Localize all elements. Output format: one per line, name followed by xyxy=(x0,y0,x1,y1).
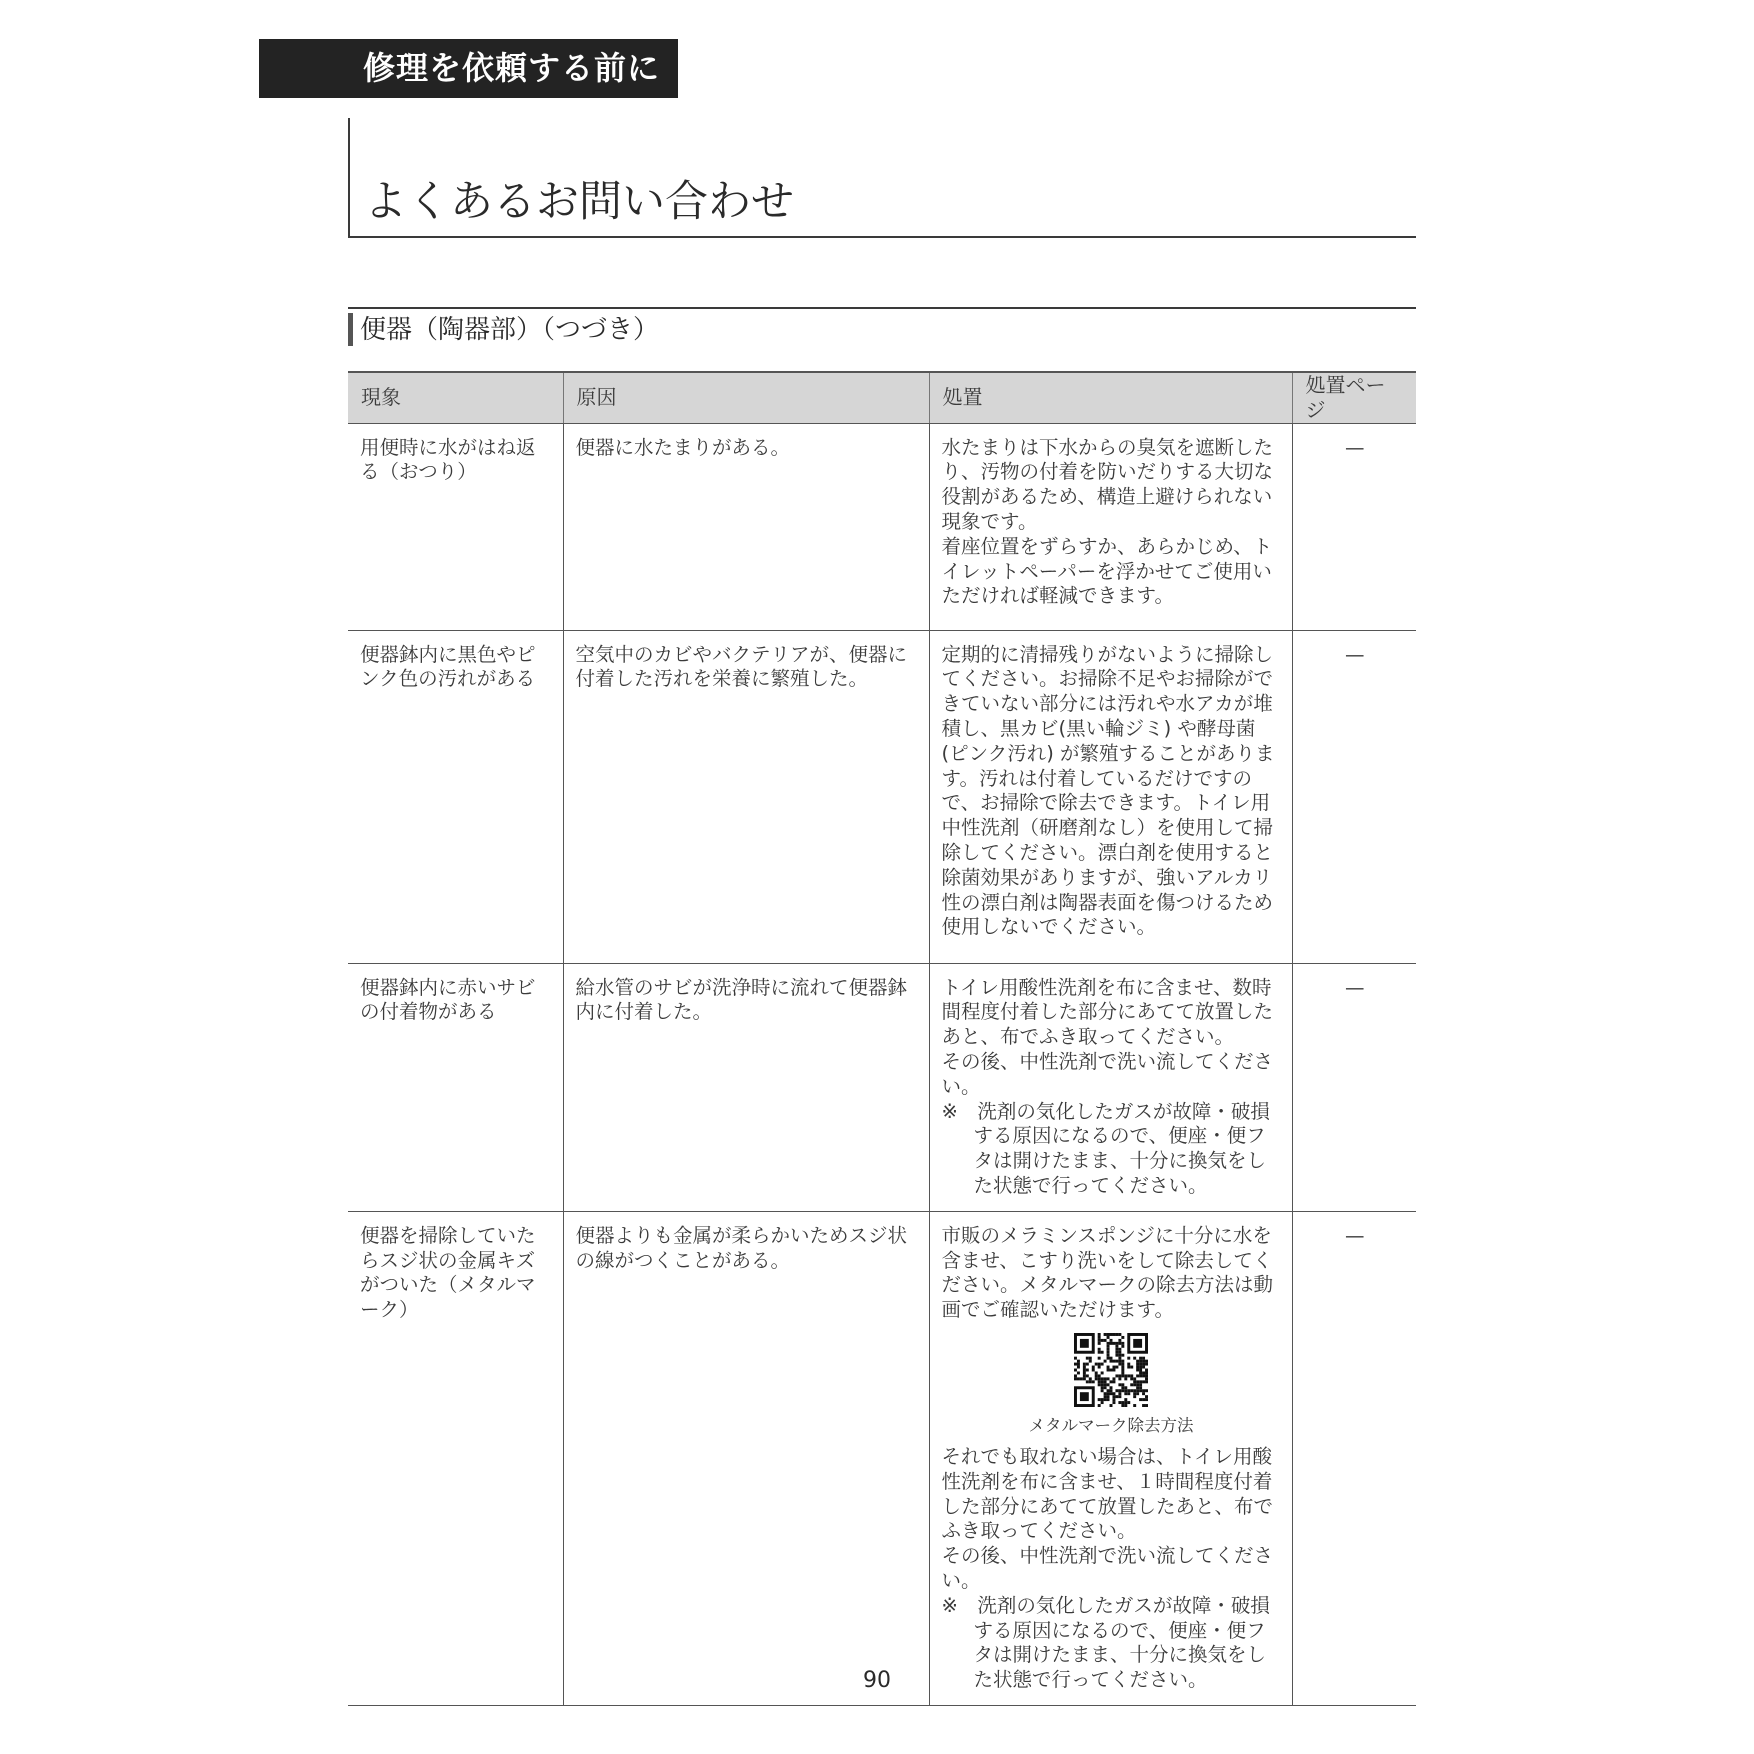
action-text: その後、中性洗剤で洗い流してください。 xyxy=(941,1544,1274,1592)
page-ref-cell: — xyxy=(1292,963,1416,1211)
table-row xyxy=(348,963,1416,1211)
table-row xyxy=(348,630,1416,963)
section-divider xyxy=(348,307,1416,309)
page-ref-cell: — xyxy=(1292,630,1416,963)
cause-cell: 給水管のサビが洗浄時に流れて便器鉢内に付着した。 xyxy=(563,963,929,1211)
chapter-tab: 修理を依頼する前に xyxy=(259,39,678,98)
action-cell xyxy=(929,630,1292,963)
action-text: それでも取れない場合は、トイレ用酸性洗剤を布に含ませ、１時間程度付着した部分にあてて放置したあと、布でふき取ってください。 xyxy=(941,1444,1274,1543)
page-ref-cell: — xyxy=(1292,423,1416,630)
cause-cell: 便器よりも金属が柔らかいためスジ状の線がつくことがある。 xyxy=(563,1211,929,1705)
action-cell xyxy=(929,423,1292,630)
symptom-cell: 便器鉢内に黒色やピンク色の汚れがある xyxy=(348,630,563,963)
qr-code-icon[interactable] xyxy=(1074,1333,1148,1407)
section-title: 便器（陶器部）（つづき） xyxy=(360,315,660,345)
action-text: トイレ用酸性洗剤を布に含ませ、数時間程度付着した部分にあてて放置したあと、布でふき取ってください。 xyxy=(941,975,1274,1049)
caution-note: ※ 洗剤の気化したガスが故障・破損する原因になるので、便座・便フタは開けたまま、十分に換気をした状態で行ってください。 xyxy=(941,1593,1270,1692)
table-row xyxy=(348,423,1416,630)
page-ref-cell: — xyxy=(1292,1211,1416,1705)
header-symptom: 現象 xyxy=(348,372,563,423)
section-marker xyxy=(348,313,353,346)
action-text: 着座位置をずらすか、あらかじめ、トイレットペーパーを浮かせてご使用いただければ軽減できます。 xyxy=(941,534,1273,608)
symptom-cell: 便器鉢内に赤いサビの付着物がある xyxy=(348,963,563,1211)
qr-block xyxy=(942,1333,1281,1437)
caution-note: ※ 洗剤の気化したガスが故障・破損する原因になるので、便座・便フタは開けたまま、十分に換気をした状態で行ってください。 xyxy=(941,1099,1270,1197)
action-cell xyxy=(929,1211,1292,1705)
header-action: 処置 xyxy=(929,372,1292,423)
header-page: 処置ページ xyxy=(1292,372,1416,423)
action-text: 市販のメラミンスポンジに十分に水を含ませ、こすり洗いをして除去してください。メタルマークの除去方法は動画でご確認いただけます。 xyxy=(941,1223,1274,1322)
table-row xyxy=(348,1211,1416,1705)
action-cell xyxy=(929,963,1292,1211)
page-number: 90 xyxy=(863,1668,891,1693)
page-title: よくあるお問い合わせ xyxy=(364,177,794,227)
cause-cell: 便器に水たまりがある。 xyxy=(563,423,929,630)
action-text: その後、中性洗剤で洗い流してください。 xyxy=(941,1049,1274,1098)
action-text: 定期的に清掃残りがないように掃除してください。お掃除不足やお掃除ができていない部分には汚れや水アカが堆積し、黒カビ(黒い輪ジミ) や酵母菌(ピンク汚れ) が繁殖することがあります。汚れは付着しているだけですので、お掃除で除去できます。トイレ用中性洗剤（研磨剤なし）を使用して掃除してください。漂白剤を使用すると除菌効果がありますが、強いアルカリ性の漂白剤は陶器表面を傷つけるため使用しないでください。 xyxy=(941,642,1275,939)
header-cause: 原因 xyxy=(563,372,929,423)
symptom-cell: 用便時に水がはね返る（おつり） xyxy=(348,423,563,630)
qr-caption: メタルマーク除去方法 xyxy=(1028,1415,1194,1435)
cause-cell: 空気中のカビやバクテリアが、便器に付着した汚れを栄養に繁殖した。 xyxy=(563,630,929,963)
table-header-row xyxy=(348,372,1416,423)
faq-table xyxy=(348,371,1416,1706)
symptom-cell: 便器を掃除していたらスジ状の金属キズがついた（メタルマーク） xyxy=(348,1211,563,1705)
action-text: 水たまりは下水からの臭気を遮断したり、汚物の付着を防いだりする大切な役割があるため、構造上避けられない現象です。 xyxy=(941,435,1274,533)
